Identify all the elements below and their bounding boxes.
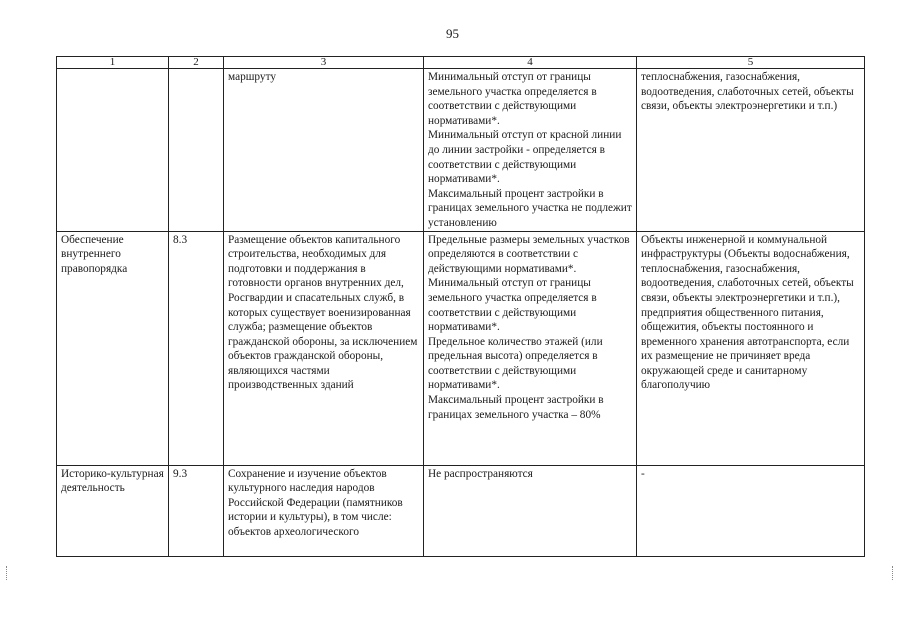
parameter-text: Предельное количество этажей (или предельная высота) определяется в соответствии с действующими нормативами*.: [428, 335, 603, 392]
use-description-cell: [224, 231, 424, 465]
table-row: [57, 231, 865, 465]
header-row: [57, 57, 865, 69]
land-use-table: [56, 56, 865, 557]
page-number: 95: [446, 26, 459, 41]
parameter-text: Минимальный отступ от красной линии до линии застройки - определяется в соответствии с действующими нормативами*.: [428, 129, 622, 186]
column-header: 4: [424, 57, 637, 69]
parameter-text: Максимальный процент застройки в границах земельного участка – 80%: [428, 394, 604, 421]
parameter-text: Минимальный отступ от границы земельного участка определяется в соответствии с действующими нормативами*.: [428, 71, 597, 127]
description-text: маршруту: [228, 71, 277, 83]
parameters-cell: [424, 231, 637, 465]
parameters-cell: [424, 69, 637, 232]
use-name-cell: Историко-культурная деятельность: [57, 465, 169, 556]
use-description-cell: [224, 465, 424, 556]
conditions-text: Объекты инженерной и коммунальной инфраструктуры (Объекты водоснабжения, теплоснабжения, газоснабжения, водоотведения, слаботочных сетей, объекты связи, объекты электроэнергетики и т.п.), предприятия общественного питания, общежития, объекты постоянного и временного хранения автотранспорта, если их размещение не причиняет вреда окружающей среде и санитарному благополучию: [641, 233, 854, 392]
conditions-text: теплоснабжения, газоснабжения, водоотведения, слаботочных сетей, объекты связи, объекты электроэнергетики и т.п.): [641, 71, 854, 113]
column-header: 5: [637, 57, 865, 69]
scan-edge-mark: [892, 566, 894, 580]
table-row: [57, 69, 865, 232]
parameter-text: Не распространяются: [428, 467, 533, 480]
use-code-cell: 8.3: [169, 231, 224, 465]
conditions-cell: [637, 69, 865, 232]
scan-edge-mark: [6, 566, 8, 580]
column-header: 3: [224, 57, 424, 69]
conditions-cell: [637, 465, 865, 556]
table-row: [57, 465, 865, 556]
parameter-text: Максимальный процент застройки в границах земельного участка не подлежит установлению: [428, 187, 632, 229]
use-name-cell: [57, 69, 169, 232]
description-text: Сохранение и изучение объектов культурного наследия народов Российской Федерации (памятников истории и культуры), в том числе: объектов археологического: [228, 467, 403, 538]
conditions-cell: [637, 231, 865, 465]
use-code-cell: [169, 69, 224, 232]
description-text: Размещение объектов капитального строительства, необходимых для подготовки и поддержания в готовности органов внутренних дел, Росгвардии и спасательных служб, в которых существует военизированная служба; размещение объектов гражданской обороны, за исключением объектов гражданской обороны, являющихся частями производственных зданий: [228, 233, 418, 392]
parameters-cell: [424, 465, 637, 556]
use-description-cell: [224, 69, 424, 232]
use-name-cell: Обеспечение внутреннего правопорядка: [57, 231, 169, 465]
column-header: 2: [169, 57, 224, 69]
parameter-text: Минимальный отступ от границы земельного участка определяется в соответствии с действующими нормативами*.: [428, 277, 597, 334]
use-code-cell: 9.3: [169, 465, 224, 556]
conditions-text: -: [641, 467, 645, 480]
parameter-text: Предельные размеры земельных участков определяются в соответствии с действующими нормативами*.: [428, 233, 630, 275]
column-header: 1: [57, 57, 169, 69]
